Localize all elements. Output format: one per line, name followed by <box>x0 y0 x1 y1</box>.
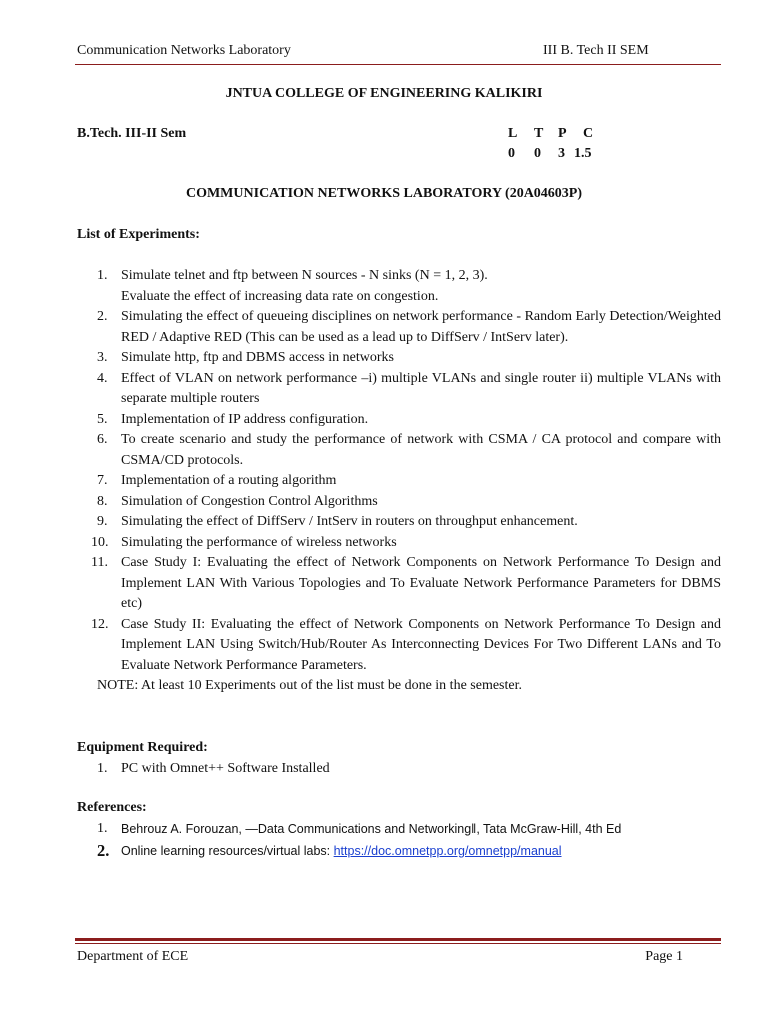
list-item: 7. Implementation of a routing algorithm <box>97 473 337 488</box>
list-item: 8. Simulation of Congestion Control Algorithms <box>97 493 378 509</box>
ltpc-value-t: 0 <box>534 146 541 161</box>
list-item: 6. To create scenario and study the performance of network with CSMA / CA protocol and compare with CSMA/CD protocols. <box>97 432 721 468</box>
experiments-note: NOTE: At least 10 Experiments out of the list must be done in the semester. <box>97 678 522 693</box>
semester-label: B.Tech. III-II Sem <box>77 126 187 141</box>
ltpc-value-p: 3 <box>558 146 565 161</box>
footer-rule-thick <box>75 938 721 941</box>
header-rule <box>75 64 721 65</box>
ltpc-label-c: C <box>583 126 594 141</box>
list-item: 1. Behrouz A. Forouzan, ―Data Communications and Networking‖, Tata McGraw-Hill, 4th Ed <box>97 821 622 836</box>
list-item: 12. Case Study II: Evaluating the effect of Network Components on Network Performance To Design and Implement LAN Using Switch/Hub/Router As Interconnecting Devices For Two Different LANs and To Evaluate Network Performance Parameters. <box>91 616 721 673</box>
references-list <box>77 819 721 862</box>
page-number: Page 1 <box>645 949 683 964</box>
page-header <box>77 43 691 63</box>
experiment-list <box>77 266 721 697</box>
list-item: 3. Simulate http, ftp and DBMS access in networks <box>97 350 394 365</box>
ltpc-label-l: L <box>508 126 518 141</box>
footer-rule-thin <box>75 943 721 944</box>
list-item: 1. Simulate telnet and ftp between N sources - N sinks (N = 1, 2, 3). Evaluate the effect of increasing data rate on congestion. <box>97 268 488 304</box>
page-footer <box>77 949 691 969</box>
equipment-list <box>77 759 721 780</box>
omnetpp-manual-link[interactable]: https://doc.omnetpp.org/omnetpp/manual <box>333 843 562 858</box>
experiments-heading: List of Experiments: <box>77 227 200 242</box>
header-left: Communication Networks Laboratory <box>77 43 291 58</box>
list-item: 2. Simulating the effect of queueing disciplines on network performance - Random Early Detection/Weighted RED / Adaptive RED (This can be used as a lead up to DiffServ / IntServ later). <box>97 309 721 345</box>
list-item: 1. PC with Omnet++ Software Installed <box>97 761 330 776</box>
references-heading: References: <box>77 800 147 815</box>
course-title: COMMUNICATION NETWORKS LABORATORY (20A04603P) <box>185 186 583 201</box>
ltpc-label-t: T <box>534 126 544 141</box>
footer-left: Department of ECE <box>77 949 189 964</box>
header-right: III B. Tech II SEM <box>543 43 649 58</box>
list-item: 11. Case Study I: Evaluating the effect of Network Components on Network Performance To Design and Implement LAN With Various Topologies and To Evaluate Network Performance Parameters for DBMS etc) <box>91 555 721 611</box>
list-item: 2. Online learning resources/virtual labs: https://doc.omnetpp.org/omnetpp/manual <box>97 840 562 860</box>
list-item: 4. Effect of VLAN on network performance –i) multiple VLANs and single router ii) multiple VLANs with separate multiple routers <box>97 370 721 406</box>
ltpc-label-p: P <box>558 126 567 141</box>
college-name: JNTUA COLLEGE OF ENGINEERING KALIKIRI <box>225 86 543 101</box>
equipment-heading: Equipment Required: <box>77 740 208 755</box>
list-item: 10. Simulating the performance of wireless networks <box>91 534 397 550</box>
ltpc-value-c: 1.5 <box>574 146 592 161</box>
ltpc-value-l: 0 <box>508 146 515 161</box>
list-item: 5. Implementation of IP address configuration. <box>97 411 369 427</box>
list-item: 9. Simulating the effect of DiffServ / IntServ in routers on throughput enhancement. <box>97 514 578 529</box>
